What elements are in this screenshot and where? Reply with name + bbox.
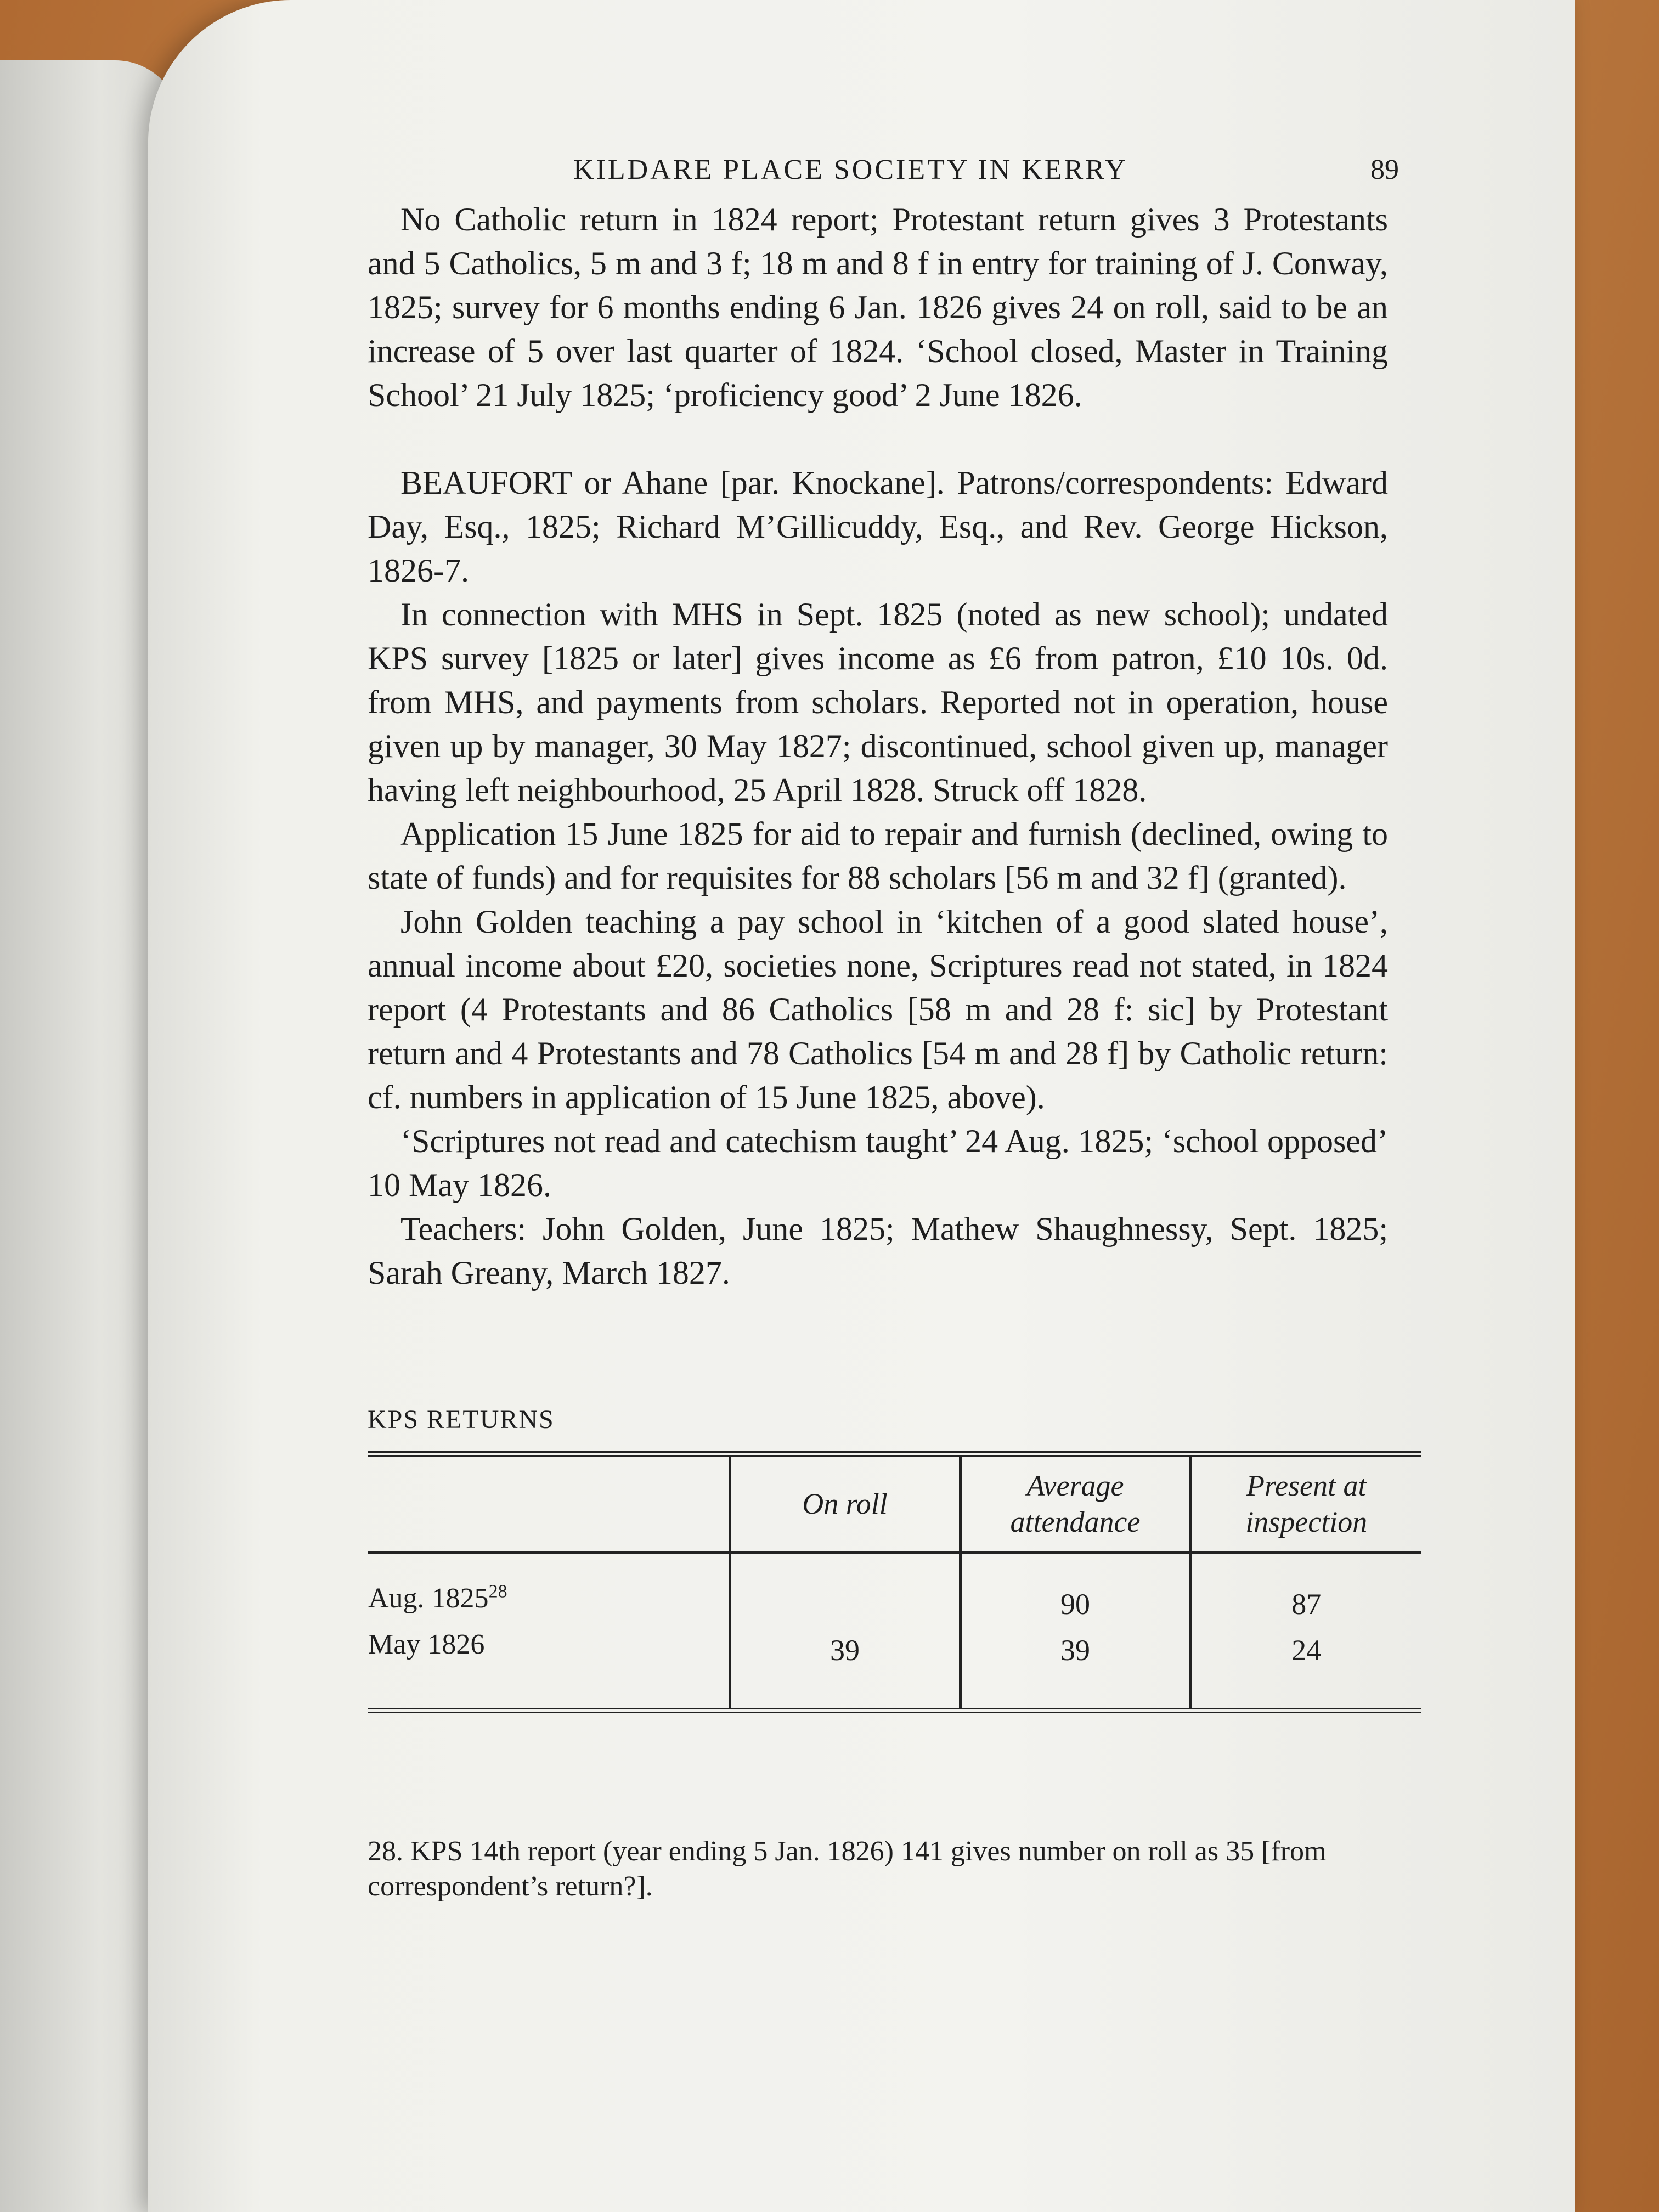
paragraph-6: ‘Scriptures not read and catechism taught’ 24 Aug. 1825; ‘school opposed’ 10 May 1826.: [368, 1123, 1388, 1203]
on-roll-cell: [730, 1553, 960, 1711]
table-cell: 87: [1291, 1588, 1322, 1621]
page-header: [368, 137, 1399, 198]
book-page: [148, 0, 1575, 2212]
column-header-on-roll: On roll: [730, 1457, 960, 1553]
page-content: [368, 137, 1399, 1904]
paragraph-1: No Catholic return in 1824 report; Protestant return gives 3 Protestants and 5 Catholics, 5 m and 3 f; 18 m and 8 f in entry for training of J. Conway, 1825; survey for 6 months ending 6 Jan. 1826 gives 24 on roll, said to be an increase of 5 over last quarter of 1824. ‘School closed, Master in Training School’ 21 July 1825; ‘proficiency good’ 2 June 1826.: [368, 201, 1388, 413]
kps-returns-table: [368, 1451, 1421, 1713]
row-label: Aug. 1825$^{28}$: [368, 1581, 507, 1614]
header-blank: [368, 1457, 730, 1553]
page-number: 89: [1370, 154, 1399, 185]
present-at-inspection-cell: [1190, 1553, 1421, 1711]
table-cell: 24: [1291, 1634, 1322, 1667]
footnote: 28. KPS 14th report (year ending 5 Jan. 1826) 141 gives number on roll as 35 [from correspondent’s return?].: [368, 1836, 1327, 1902]
table-header-row: [368, 1457, 1421, 1553]
paragraph-4: Application 15 June 1825 for aid to repair and furnish (declined, owing to state of funds) and for requisites for 88 scholars [56 m and 32 f] (granted).: [368, 816, 1388, 896]
table-body-row: [368, 1553, 1421, 1711]
row-label: May 1826: [368, 1629, 485, 1660]
paragraph-5: John Golden teaching a pay school in ‘kitchen of a good slated house’, annual income about £20, societies none, Scriptures read not stated, in 1824 report (4 Protestants and 86 Catholics [58 m and 28 f: sic] by Protestant return and 4 Protestants and 78 Catholics [54 m and 28 f] by Catholic return: cf. numbers in application of 15 June 1825, above).: [368, 904, 1388, 1115]
table-cell: 39: [1060, 1634, 1090, 1667]
paragraph-7: Teachers: John Golden, June 1825; Mathew Shaughnessy, Sept. 1825; Sarah Greany, March 1827.: [368, 1211, 1388, 1291]
average-attendance-cell: [960, 1553, 1190, 1711]
column-header-present: Present at inspection: [1190, 1457, 1421, 1553]
paragraph-beaufort: BEAUFORT or Ahane [par. Knockane]. Patrons/correspondents: Edward Day, Esq., 1825; Richard M’Gillicuddy, Esq., and Rev. George Hickson, 1826-7.: [368, 465, 1388, 589]
column-header-average: Average attendance: [960, 1457, 1190, 1553]
running-title: KILDARE PLACE SOCIETY IN KERRY: [573, 154, 1128, 185]
footnote-ref: 28: [488, 1581, 507, 1602]
paragraph-3: In connection with MHS in Sept. 1825 (noted as new school); undated KPS survey [1825 or later] gives income as £6 from patron, £10 10s. 0d. from MHS, and payments from scholars. Reported not in operation, house given up by manager, 30 May 1827; discontinued, school given up, manager having left neighbourhood, 25 April 1828. Struck off 1828.: [368, 596, 1388, 808]
table-cell: 90: [1060, 1588, 1090, 1621]
kps-returns-heading: KPS RETURNS: [368, 1405, 555, 1434]
table-cell: 39: [830, 1634, 860, 1667]
row-labels-cell: [368, 1553, 730, 1711]
